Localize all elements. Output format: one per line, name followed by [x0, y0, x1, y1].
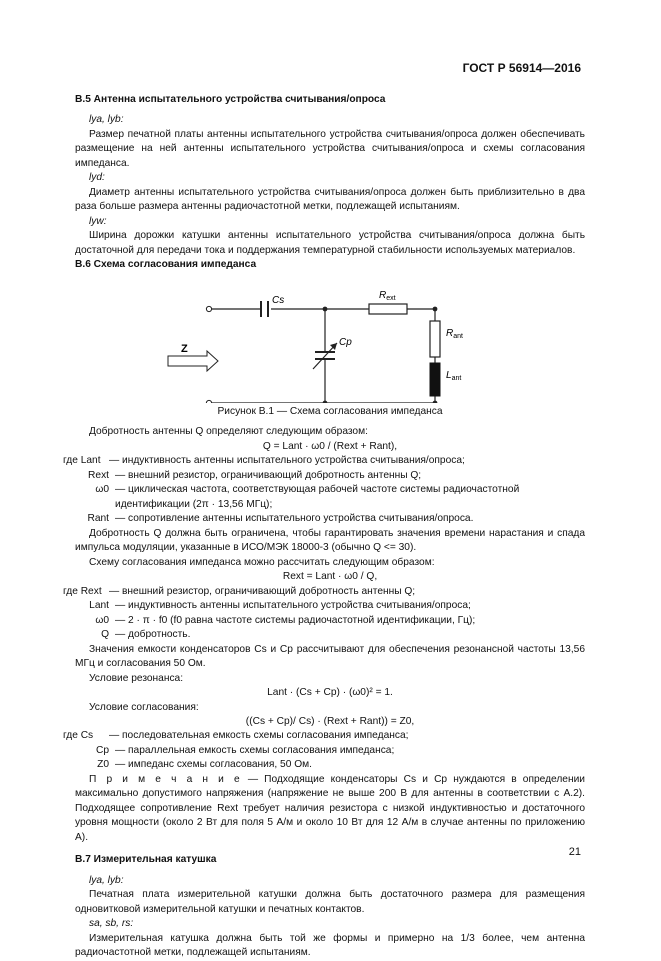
matching-label: Условие согласования:	[89, 701, 199, 713]
resonance-formula: Lant · (Cs + Cp) · (ω0)² = 1.	[267, 687, 393, 699]
rext-formula: Rext = Lant · ω0 / Q,	[282, 571, 378, 583]
b5-paragraph-2: Диаметр антенны испытательного устройства считывания/опроса должен быть приблизительно в два раза больше размера антенны радиочастотной метки, подлежащей испытаниям.	[75, 186, 585, 213]
b7-paragraph-1: Печатная плата измерительной катушки должна быть достаточного размера для размещения одновитковой измерительной катушки и печатных контактов.	[75, 889, 585, 915]
definition-row: где Cs — последовательная емкость схемы согласования импеданса;	[63, 730, 409, 742]
b7-paragraph-2: Измерительная катушка должна быть той же формы и примерно на 1/3 более, чем антенна радиочастотной метки, подлежащей испытаниям.	[75, 932, 585, 959]
definition-row: ω0 — 2 · π · f0 (f0 равна частоте системы радиочастотной идентификации, Гц);	[95, 614, 476, 626]
definition-row: Lant — индуктивность антенны испытательного устройства считывания/опроса;	[89, 600, 471, 612]
b7-term-2: sa, sb, rs:	[89, 918, 134, 930]
label-rext: $R_{ext}$	[379, 289, 396, 302]
section-b7-title: В.7 Измерительная катушка	[75, 854, 217, 866]
b5-term-2: lyd:	[89, 172, 105, 184]
q-formula: Q = Lant · ω0 / (Rext + Rant),	[262, 440, 398, 452]
circuit-svg	[75, 279, 585, 403]
section-b6-title: В.6 Схема согласования импеданса	[75, 259, 257, 271]
definition-row: Z0 — импеданс схемы согласования, 50 Ом.	[97, 759, 312, 771]
definitions-list-1	[63, 454, 585, 526]
page-number: 21	[568, 846, 581, 858]
standard-header: ГОСТ Р 56914—2016	[462, 61, 581, 75]
definition-row: где Lant — индуктивность антенны испытательного устройства считывания/опроса;	[63, 455, 465, 467]
q-intro: Добротность антенны Q определяют следующим образом:	[89, 426, 368, 438]
definitions-list-3	[63, 729, 585, 772]
definition-row: Rant — сопротивление антенны испытательного устройства считывания/опроса.	[87, 513, 474, 525]
resonance-label: Условие резонанса:	[89, 672, 184, 684]
note-paragraph	[75, 773, 585, 845]
page-content	[63, 93, 585, 961]
label-rant: $R_{ant}$	[446, 327, 463, 340]
q-limit-paragraph: Добротность Q должна быть ограничена, чтобы гарантировать значения времени нарастания и спада импульса модуляции, указанные в ИСО/МЭК 18000-3 (обычно Q <= 30).	[75, 527, 585, 554]
definition-row: где Rext — внешний резистор, ограничивающий добротность антенны Q;	[63, 585, 416, 597]
b7-term-1: lya, lyb:	[89, 874, 124, 886]
label-cp: Cp	[339, 336, 352, 348]
definitions-list-2	[63, 585, 585, 643]
b5-term-3: lyw:	[89, 215, 107, 227]
label-z: Z	[181, 342, 188, 355]
capacitor-values-paragraph: Значения емкости конденсаторов Cs и Cp рассчитывают для обеспечения резонансной частоты 13,56 МГц и согласования 50 Ом.	[75, 643, 585, 670]
label-cs: Cs	[272, 294, 285, 306]
b5-term-1: lya, lyb:	[89, 114, 124, 126]
matching-circuit-diagram	[75, 279, 585, 403]
b5-paragraph-1: Размер печатной платы антенны испытательного устройства считывания/опроса должен обеспечивать размещение на ней антенны испытательного устройства считывания/опроса и схемы согласования импеданса.	[75, 128, 585, 169]
definition-row: Rext — внешний резистор, ограничивающий добротность антенны Q;	[88, 469, 422, 481]
figure-caption: Рисунок В.1 — Схема согласования импеданса	[217, 405, 443, 417]
definition-row: Q — добротность.	[101, 629, 191, 641]
note-text: — Подходящие конденсаторы Cs и Cp нуждаются в определении максимально допустимого напряжения (напряжение не выше 200 В для антенны в соответствии с А.2). Подходящее сопротивление Rext требует наличия резистора с низкой индуктивностью и достаточного уровня мощности (около 2 Вт для поля 5 А/м и около 10 Вт для 12 А/м в случае антенны по приложению А).	[75, 773, 585, 843]
definition-row: ω0 — циклическая частота, соответствующая рабочей частоте системы радиочастотной идентификации (2π · 13,56 МГц);	[95, 484, 520, 510]
scheme-intro: Схему согласования импеданса можно рассчитать следующим образом:	[89, 556, 435, 568]
b5-paragraph-3: Ширина дорожки катушки антенны испытательного устройства считывания/опроса должна быть достаточной для передачи тока и поддержания температурной стабильности используемых материалов.	[75, 230, 585, 256]
label-lant: $L_{ant}$	[446, 369, 462, 382]
note-word: П р и м е ч а н и е	[89, 773, 242, 785]
section-b5-title: В.5 Антенна испытательного устройства считывания/опроса	[75, 94, 386, 105]
matching-formula: ((Cs + Cp)/ Cs) · (Rext + Rant)) = Z0,	[245, 715, 415, 727]
definition-row: Cp — параллельная емкость схемы согласования импеданса;	[95, 744, 395, 756]
